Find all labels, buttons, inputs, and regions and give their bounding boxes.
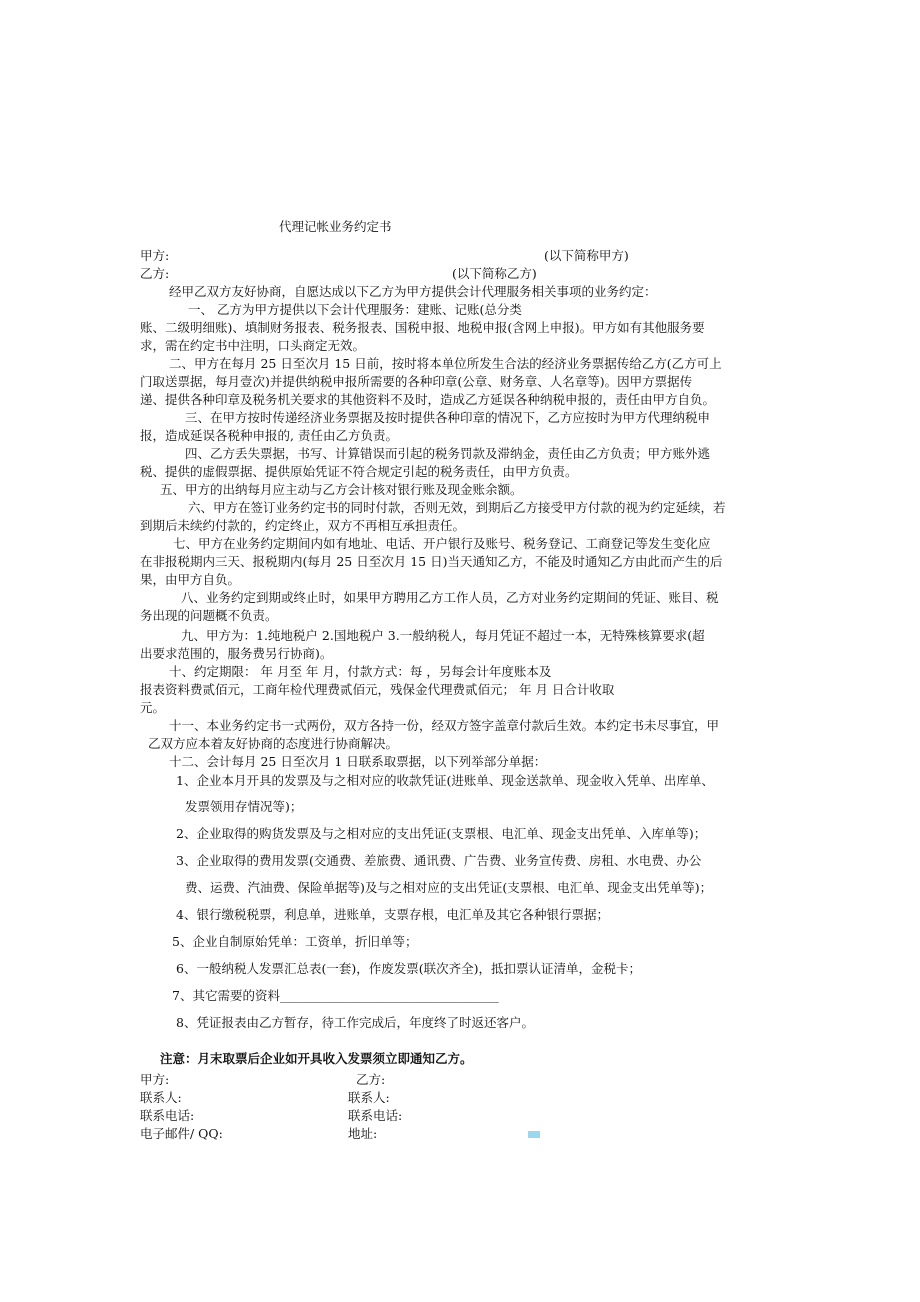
clause-2-line-1: 二、甲方在每月 25 日至次月 15 日前，按时将本单位所发生合法的经济业务票据传给乙方(乙方可上: [169, 356, 722, 371]
list-item-3: 3、企业取得的费用发票(交通费、差旅费、通讯费、广告费、业务宣传费、房租、水电费、办公: [176, 853, 702, 868]
party-b-note: (以下简称乙方): [452, 266, 537, 281]
footer-party-a: 甲方:: [140, 1072, 170, 1087]
list-item-1-cont: 发票领用存情况等)；: [185, 799, 303, 814]
clause-2-line-3: 递、提供各种印章及税务机关要求的其他资料不及时，造成乙方延误各种纳税申报的，责任由甲方自负。: [140, 392, 716, 407]
clause-1-line-1: 一、 乙方为甲方提供以下会计代理服务：建账、记账(总分类: [188, 302, 522, 317]
clause-8-line-2: 务出现的问题概不负责。: [140, 608, 278, 623]
clause-1-line-3: 求，需在约定书中注明，口头商定无效。: [140, 338, 366, 353]
list-item-7: 7、其它需要的资料___________________________________: [172, 988, 499, 1003]
footer-contact-a: 联系人:: [140, 1090, 182, 1105]
footer-email-a: 电子邮件/ QQ:: [140, 1126, 223, 1141]
list-item-1: 1、企业本月开具的发票及与之相对应的收款凭证(进账单、现金送款单、现金收入凭单、出库单、: [176, 773, 714, 788]
clause-6-line-2: 到期后未续约付款的，约定终止，双方不再相互承担责任。: [140, 518, 466, 533]
footer-phone-a: 联系电话:: [140, 1108, 195, 1123]
clause-4-line-2: 税、提供的虚假票据、提供原始凭证不符合规定引起的税务责任，由甲方负责。: [140, 464, 578, 479]
clause-8-line-1: 八、业务约定到期或终止时，如果甲方聘用乙方工作人员，乙方对业务约定期间的凭证、账目、税: [181, 590, 719, 605]
clause-7-line-2: 在非报税期内三天、报税期内(每月 25 日至次月 15 日)当天通知乙方，不能及时通知乙方由此而产生的后: [140, 554, 723, 569]
clause-3-line-1: 三、在甲方按时传递经济业务票据及按时提供各种印章的情况下，乙方应按时为甲方代理纳税申: [185, 410, 711, 425]
party-b-label: 乙方:: [140, 266, 170, 281]
clause-10-line-2: 报表资料费贰佰元，工商年检代理费贰佰元，残保金代理费贰佰元； 年 月 日合计收取: [140, 682, 615, 697]
clause-1-line-2: 账、二级明细账)、填制财务报表、税务报表、国税申报、地税申报(含网上申报)。甲方如有其他服务要: [140, 320, 705, 335]
footer-phone-b: 联系电话:: [348, 1108, 403, 1123]
list-item-4: 4、银行缴税税票，利息单，进账单，支票存根，电汇单及其它各种银行票据；: [176, 907, 609, 922]
list-item-3-cont: 费、运费、汽油费、保险单据等)及与之相对应的支出凭证(支票根、电汇单、现金支出凭单等)；: [185, 880, 713, 895]
clause-5-line-1: 五、甲方的出纳每月应主动与乙方会计核对银行账及现金账余额。: [160, 482, 523, 497]
clause-4-line-1: 四、乙方丢失票据，书写、计算错误而引起的税务罚款及滞纳金，责任由乙方负责；甲方账外逃: [185, 446, 711, 461]
clause-3-line-2: 报，造成延误各税种申报的, 责任由乙方负责。: [140, 428, 398, 443]
clause-7-line-3: 果，由甲方自负。: [140, 572, 241, 587]
highlight-marker: [528, 1131, 540, 1138]
footer-party-b: 乙方:: [356, 1072, 386, 1087]
footer-contact-b: 联系人:: [348, 1090, 390, 1105]
party-a-label: 甲方:: [140, 248, 170, 263]
clause-6-line-1: 六、甲方在签订业务约定书的同时付款，否则无效，到期后乙方接受甲方付款的视为约定延续，若: [188, 500, 726, 515]
clause-12-line-1: 十二、会计每月 25 日至次月 1 日联系取票据，以下列举部分单据：: [169, 754, 547, 769]
list-item-5: 5、企业自制原始凭单：工资单，折旧单等；: [172, 934, 418, 949]
intro-paragraph: 经甲乙双方友好协商，自愿达成以下乙方为甲方提供会计代理服务相关事项的业务约定：: [169, 284, 657, 299]
clause-2-line-2: 门取送票据，每月壹次)并提供纳税申报所需要的各种印章(公章、财务章、人名章等)。因甲方票据传: [140, 374, 693, 389]
document-title: 代理记帐业务约定书: [279, 219, 392, 234]
clause-9-line-1: 九、甲方为：1.纯地税户 2.国地税户 3.一般纳税人，每月凭证不超过一本，无特殊核算要求(超: [181, 628, 705, 643]
clause-10-line-1: 十、约定期限： 年 月至 年 月，付款方式：每 ，另每会计年度账本及: [169, 664, 552, 679]
notice-text: 注意：月末取票后企业如开具收入发票须立即通知乙方。: [160, 1051, 473, 1066]
clause-11-line-2: 乙双方应本着友好协商的态度进行协商解决。: [148, 736, 399, 751]
clause-10-line-3: 元。: [140, 700, 166, 715]
clause-7-line-1: 七、甲方在业务约定期间内如有地址、电话、开户银行及账号、税务登记、工商登记等发生变化应: [173, 536, 711, 551]
list-item-2: 2、企业取得的购货发票及与之相对应的支出凭证(支票根、电汇单、现金支出凭单、入库单等)；: [176, 826, 707, 841]
clause-11-line-1: 十一、本业务约定书一式两份，双方各持一份，经双方签字盖章付款后生效。本约定书未尽事宜，甲: [169, 718, 720, 733]
footer-address-b: 地址:: [348, 1126, 378, 1141]
party-a-note: (以下简称甲方): [544, 248, 629, 263]
clause-9-line-2: 出要求范围的，服务费另行协商)。: [140, 646, 333, 661]
list-item-6: 6、一般纳税人发票汇总表(一套)，作废发票(联次齐全)，抵扣票认证清单，金税卡；: [176, 961, 641, 976]
list-item-8: 8、凭证报表由乙方暂存，待工作完成后，年度终了时返还客户。: [176, 1015, 534, 1030]
